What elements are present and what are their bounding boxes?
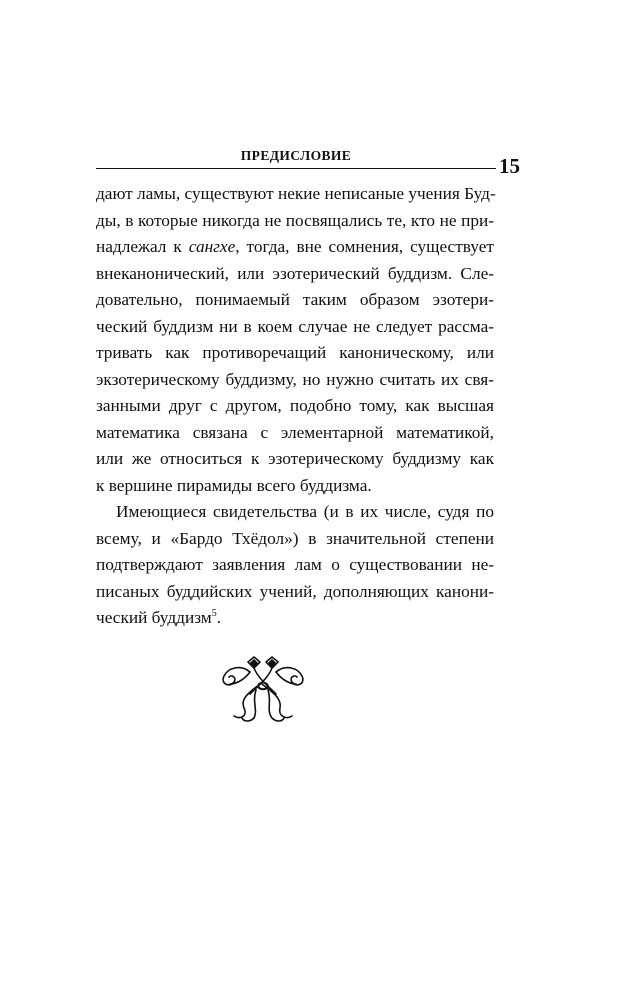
text-fragment: , тогда, вне сомнения, существует: [235, 237, 494, 256]
text-line: к вершине пирамиды всего буддизма.: [96, 475, 372, 495]
text-line: ды, в которые никогда не посвящались те, кто не при-: [96, 210, 494, 230]
text-line: [96, 605, 494, 632]
paragraph-2: [96, 499, 494, 632]
text-line: Имеющиеся свидетельства (и в их числе, судя по: [116, 502, 494, 521]
text-line: писаных буддийских учений, дополняющих канони-: [96, 581, 494, 601]
text-fragment: надлежал к: [96, 237, 189, 256]
text-fragment: .: [216, 608, 222, 627]
text-fragment: ческий буддизм: [96, 608, 212, 627]
text-line: [96, 234, 494, 261]
text-line: внеканонический, или эзотерический буддизм. Сле-: [96, 263, 494, 283]
text-line: тривать как противоречащий каноническому, или: [96, 343, 494, 362]
tibetan-knot-ornament-icon: [210, 654, 310, 726]
running-title: ПРЕДИСЛОВИЕ: [240, 148, 352, 163]
text-line: или же относиться к эзотерическому буддизму как: [96, 449, 494, 468]
body-text: [96, 181, 494, 632]
text-line: математика связана с элементарной математикой,: [96, 422, 494, 442]
text-line: дают ламы, существуют некие неписаные учения Буд-: [96, 184, 496, 203]
text-line: экзотерическому буддизму, но нужно считать их свя-: [96, 369, 494, 389]
footnote-reference: 5: [211, 608, 217, 620]
paragraph-1: [96, 181, 494, 499]
text-line: всему, и «Бардо Тхёдол») в значительной степени: [96, 528, 494, 548]
text-line: занными друг с другом, подобно тому, как высшая: [96, 396, 494, 415]
text-line: ческий буддизм ни в коем случае не следует рассма-: [96, 316, 494, 336]
page-number: 15: [499, 154, 520, 178]
text-line: подтверждают заявления лам о существовании не-: [96, 555, 494, 574]
text-line: довательно, понимаемый таким образом эзотери-: [96, 290, 494, 309]
header-rule: [96, 168, 496, 169]
italic-term: сангхе: [188, 237, 236, 256]
